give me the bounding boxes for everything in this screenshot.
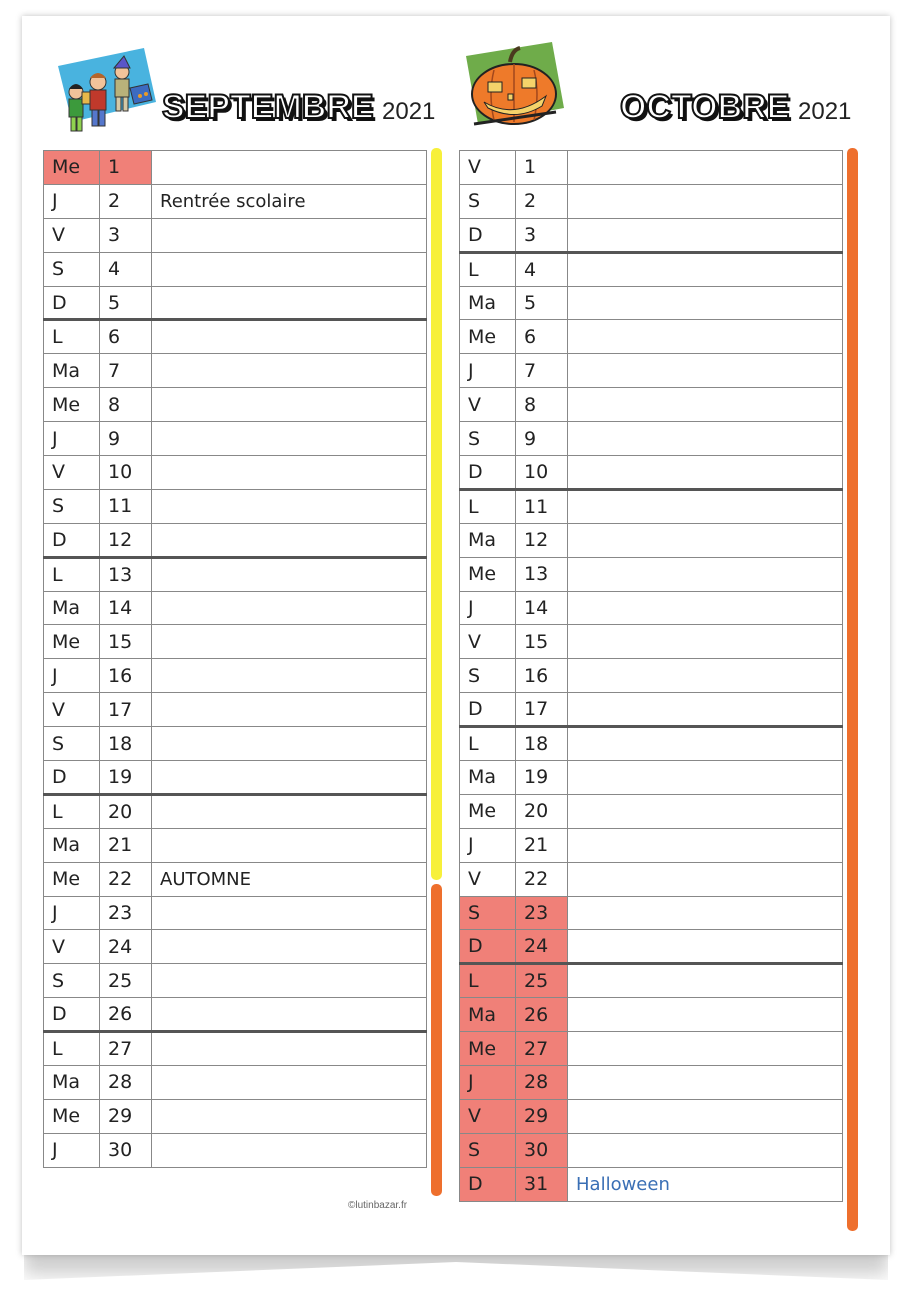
calendar-row [460,489,843,523]
date-number-cell: 24 [100,930,152,964]
date-number-cell: 12 [516,523,568,557]
calendar-row [44,1099,427,1133]
weekday-cell: L [44,557,100,591]
note-cell[interactable] [568,659,843,693]
note-cell[interactable] [568,625,843,659]
note-cell[interactable] [568,354,843,388]
date-number-cell: 7 [516,354,568,388]
date-number-cell: 6 [100,320,152,354]
calendar-row [44,998,427,1032]
date-number-cell: 4 [100,252,152,286]
note-cell[interactable] [568,794,843,828]
weekday-cell: Me [460,557,516,591]
calendar-row [460,862,843,896]
note-cell[interactable]: AUTOMNE [152,862,427,896]
calendar-row [460,320,843,354]
weekday-cell: J [44,184,100,218]
calendar-row [44,659,427,693]
note-cell[interactable] [568,286,843,320]
calendar-page [22,16,890,1255]
date-number-cell: 8 [516,388,568,422]
note-cell[interactable] [152,1032,427,1066]
calendar-row [44,761,427,795]
date-number-cell: 16 [516,659,568,693]
note-cell[interactable] [568,761,843,795]
note-cell[interactable] [152,930,427,964]
date-number-cell: 23 [516,896,568,930]
note-cell[interactable] [568,388,843,422]
date-number-cell: 21 [516,828,568,862]
weekday-cell: D [460,456,516,490]
note-cell[interactable] [568,320,843,354]
calendar-row [460,388,843,422]
weekday-cell: V [44,456,100,490]
weekday-cell: S [44,727,100,761]
note-cell[interactable] [152,896,427,930]
weekday-cell: S [460,659,516,693]
weekday-cell: Ma [44,828,100,862]
date-number-cell: 27 [100,1032,152,1066]
month-year-september: 2021 [382,98,436,125]
note-cell[interactable] [152,794,427,828]
calendar-row [460,354,843,388]
note-cell[interactable] [152,1133,427,1167]
calendar-row [44,354,427,388]
note-cell[interactable] [568,896,843,930]
weekday-cell: D [44,761,100,795]
date-number-cell: 26 [516,998,568,1032]
date-number-cell: 15 [100,625,152,659]
weekday-cell: Me [460,1032,516,1066]
weekday-cell: Me [460,794,516,828]
note-cell[interactable] [568,1133,843,1167]
calendar-row [44,252,427,286]
calendar-row [460,693,843,727]
calendar-row [44,1032,427,1066]
weekday-cell: D [460,218,516,252]
date-number-cell: 28 [100,1066,152,1100]
weekday-cell: J [460,354,516,388]
weekday-cell: V [44,930,100,964]
weekday-cell: Ma [460,286,516,320]
weekday-cell: D [44,998,100,1032]
note-cell[interactable] [152,456,427,490]
note-cell[interactable] [568,862,843,896]
note-cell[interactable] [568,998,843,1032]
date-number-cell: 17 [516,693,568,727]
note-cell[interactable] [568,1032,843,1066]
date-number-cell: 14 [516,591,568,625]
season-bar-summer [431,148,442,880]
september-calendar-table [43,150,427,1168]
date-number-cell: 3 [516,218,568,252]
calendar-row [460,1032,843,1066]
calendar-row [460,625,843,659]
weekday-cell: Ma [44,1066,100,1100]
date-number-cell: 26 [100,998,152,1032]
calendar-row [460,964,843,998]
calendar-row [44,320,427,354]
date-number-cell: 25 [516,964,568,998]
calendar-row [44,828,427,862]
date-number-cell: 12 [100,523,152,557]
calendar-row [460,286,843,320]
note-cell[interactable] [152,1099,427,1133]
weekday-cell: Ma [44,591,100,625]
october-calendar-table [459,150,843,1202]
note-cell[interactable] [152,151,427,185]
date-number-cell: 22 [100,862,152,896]
calendar-row [44,727,427,761]
weekday-cell: L [460,489,516,523]
note-cell[interactable] [152,625,427,659]
weekday-cell: S [460,422,516,456]
calendar-row [44,693,427,727]
date-number-cell: 5 [100,286,152,320]
note-cell[interactable] [152,761,427,795]
date-number-cell: 8 [100,388,152,422]
note-cell[interactable] [152,828,427,862]
note-cell[interactable] [568,1066,843,1100]
weekday-cell: J [44,659,100,693]
note-cell[interactable] [152,523,427,557]
halloween-pumpkin-illustration [460,40,568,132]
weekday-cell: Me [44,862,100,896]
note-cell[interactable] [568,1099,843,1133]
weekday-cell: Ma [460,998,516,1032]
note-cell[interactable] [152,1066,427,1100]
date-number-cell: 17 [100,693,152,727]
calendar-row [460,930,843,964]
calendar-row [460,1099,843,1133]
date-number-cell: 4 [516,252,568,286]
calendar-row [460,218,843,252]
note-cell[interactable] [152,388,427,422]
weekday-cell: Me [44,1099,100,1133]
weekday-cell: D [44,523,100,557]
note-cell[interactable] [568,456,843,490]
calendar-row [460,998,843,1032]
note-cell[interactable] [152,727,427,761]
calendar-row [44,1133,427,1167]
weekday-cell: L [460,964,516,998]
note-cell[interactable] [568,422,843,456]
weekday-cell: J [460,591,516,625]
weekday-cell: Me [460,320,516,354]
weekday-cell: V [460,1099,516,1133]
copyright-credit: ©lutinbazar.fr [348,1200,408,1211]
note-cell[interactable]: Rentrée scolaire [152,184,427,218]
date-number-cell: 16 [100,659,152,693]
calendar-row [460,422,843,456]
weekday-cell: V [460,625,516,659]
weekday-cell: J [460,1066,516,1100]
weekday-cell: J [44,896,100,930]
calendar-row [460,727,843,761]
weekday-cell: Me [44,625,100,659]
weekday-cell: L [44,320,100,354]
note-cell[interactable] [152,320,427,354]
weekday-cell: S [44,252,100,286]
month-year-october: 2021 [798,98,852,125]
note-cell[interactable] [152,286,427,320]
note-cell[interactable] [152,422,427,456]
note-cell[interactable] [568,930,843,964]
note-cell[interactable] [568,218,843,252]
date-number-cell: 19 [100,761,152,795]
date-number-cell: 15 [516,625,568,659]
calendar-row [460,557,843,591]
note-cell[interactable] [152,998,427,1032]
calendar-row [460,252,843,286]
date-number-cell: 28 [516,1066,568,1100]
calendar-row [460,184,843,218]
calendar-row [460,828,843,862]
date-number-cell: 2 [100,184,152,218]
date-number-cell: 19 [516,761,568,795]
weekday-cell: D [460,930,516,964]
date-number-cell: 1 [100,151,152,185]
date-number-cell: 29 [100,1099,152,1133]
note-cell[interactable] [152,659,427,693]
date-number-cell: 31 [516,1167,568,1201]
weekday-cell: Ma [460,761,516,795]
calendar-row [460,1167,843,1201]
note-cell[interactable] [152,489,427,523]
weekday-cell: Ma [460,523,516,557]
date-number-cell: 10 [100,456,152,490]
note-cell[interactable] [568,252,843,286]
note-cell[interactable] [152,218,427,252]
date-number-cell: 14 [100,591,152,625]
weekday-cell: S [44,489,100,523]
calendar-row [44,896,427,930]
calendar-row [44,456,427,490]
date-number-cell: 6 [516,320,568,354]
season-bar-autumn-september [431,884,442,1196]
date-number-cell: 3 [100,218,152,252]
note-cell[interactable] [152,591,427,625]
weekday-cell: V [44,218,100,252]
date-number-cell: 23 [100,896,152,930]
weekday-cell: S [460,184,516,218]
note-cell[interactable] [568,557,843,591]
weekday-cell: S [44,964,100,998]
date-number-cell: 5 [516,286,568,320]
note-cell[interactable]: Halloween [568,1167,843,1201]
date-number-cell: 9 [100,422,152,456]
date-number-cell: 30 [100,1133,152,1167]
note-cell[interactable] [568,591,843,625]
weekday-cell: Me [44,151,100,185]
weekday-cell: S [460,896,516,930]
note-cell[interactable] [568,184,843,218]
calendar-row [460,1066,843,1100]
note-cell[interactable] [152,252,427,286]
calendar-row [44,489,427,523]
weekday-cell: L [44,794,100,828]
note-cell[interactable] [152,693,427,727]
month-title-october: OCTOBRE [620,88,790,126]
date-number-cell: 25 [100,964,152,998]
note-cell[interactable] [152,354,427,388]
weekday-cell: V [460,862,516,896]
note-cell[interactable] [568,489,843,523]
calendar-row [44,523,427,557]
date-number-cell: 9 [516,422,568,456]
weekday-cell: J [44,1133,100,1167]
calendar-row [460,591,843,625]
note-cell[interactable] [568,964,843,998]
calendar-row [460,896,843,930]
note-cell[interactable] [568,523,843,557]
date-number-cell: 21 [100,828,152,862]
calendar-row [44,151,427,185]
date-number-cell: 2 [516,184,568,218]
calendar-row [460,659,843,693]
note-cell[interactable] [568,727,843,761]
children-going-to-school-illustration [52,44,158,136]
calendar-row [44,184,427,218]
date-number-cell: 22 [516,862,568,896]
note-cell[interactable] [568,828,843,862]
weekday-cell: J [460,828,516,862]
date-number-cell: 24 [516,930,568,964]
calendar-row [44,286,427,320]
calendar-row [44,1066,427,1100]
calendar-row [44,930,427,964]
weekday-cell: V [460,151,516,185]
weekday-cell: D [460,693,516,727]
calendar-row [44,557,427,591]
date-number-cell: 27 [516,1032,568,1066]
weekday-cell: J [44,422,100,456]
date-number-cell: 13 [100,557,152,591]
weekday-cell: Me [44,388,100,422]
date-number-cell: 11 [516,489,568,523]
date-number-cell: 11 [100,489,152,523]
calendar-row [44,794,427,828]
calendar-row [460,151,843,185]
date-number-cell: 18 [516,727,568,761]
calendar-row [44,862,427,896]
calendar-row [44,591,427,625]
date-number-cell: 18 [100,727,152,761]
note-cell[interactable] [152,557,427,591]
weekday-cell: V [460,388,516,422]
month-title-september: SEPTEMBRE [162,88,374,126]
note-cell[interactable] [568,151,843,185]
weekday-cell: L [460,252,516,286]
weekday-cell: S [460,1133,516,1167]
date-number-cell: 7 [100,354,152,388]
calendar-row [44,625,427,659]
calendar-row [460,794,843,828]
calendar-row [44,388,427,422]
weekday-cell: L [44,1032,100,1066]
weekday-cell: V [44,693,100,727]
weekday-cell: Ma [44,354,100,388]
weekday-cell: D [44,286,100,320]
weekday-cell: D [460,1167,516,1201]
calendar-row [460,523,843,557]
date-number-cell: 20 [100,794,152,828]
note-cell[interactable] [152,964,427,998]
date-number-cell: 30 [516,1133,568,1167]
calendar-row [460,1133,843,1167]
calendar-row [44,218,427,252]
note-cell[interactable] [568,693,843,727]
date-number-cell: 13 [516,557,568,591]
date-number-cell: 1 [516,151,568,185]
weekday-cell: L [460,727,516,761]
date-number-cell: 29 [516,1099,568,1133]
date-number-cell: 20 [516,794,568,828]
calendar-row [460,761,843,795]
calendar-row [44,964,427,998]
season-bar-autumn-october [847,148,858,1231]
calendar-row [460,456,843,490]
date-number-cell: 10 [516,456,568,490]
calendar-row [44,422,427,456]
